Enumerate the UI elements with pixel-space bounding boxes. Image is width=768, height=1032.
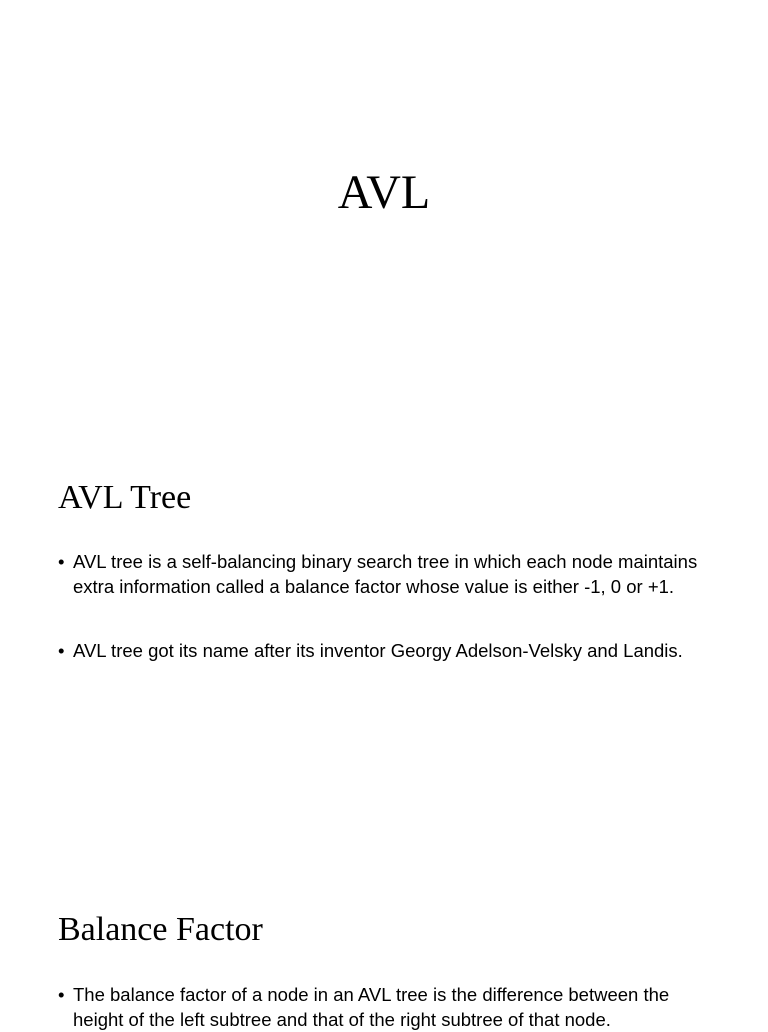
bullet-dot-icon: • [58,551,65,572]
bullet-text: AVL tree got its name after its inventor Georgy Adelson-Velsky and Landis. [73,640,683,661]
title-slide [0,0,768,420]
balance-factor-bullet-list [58,983,718,1032]
avl-tree-heading: AVL Tree [58,479,192,516]
slide-title: AVL [337,166,431,219]
bullet-dot-icon: • [58,640,65,661]
balance-factor-heading: Balance Factor [58,911,263,948]
bullet-item [58,983,718,1032]
bullet-item [58,639,718,664]
bullet-item [58,550,718,599]
bullet-text: AVL tree is a self-balancing binary search tree in which each node maintains extra information called a balance factor whose value is either -1, 0 or +1. [73,551,698,597]
bullet-dot-icon: • [58,984,65,1005]
avl-tree-bullet-list [58,550,718,664]
bullet-text: The balance factor of a node in an AVL tree is the difference between the height of the left subtree and that of the right subtree of that node. [73,984,670,1030]
